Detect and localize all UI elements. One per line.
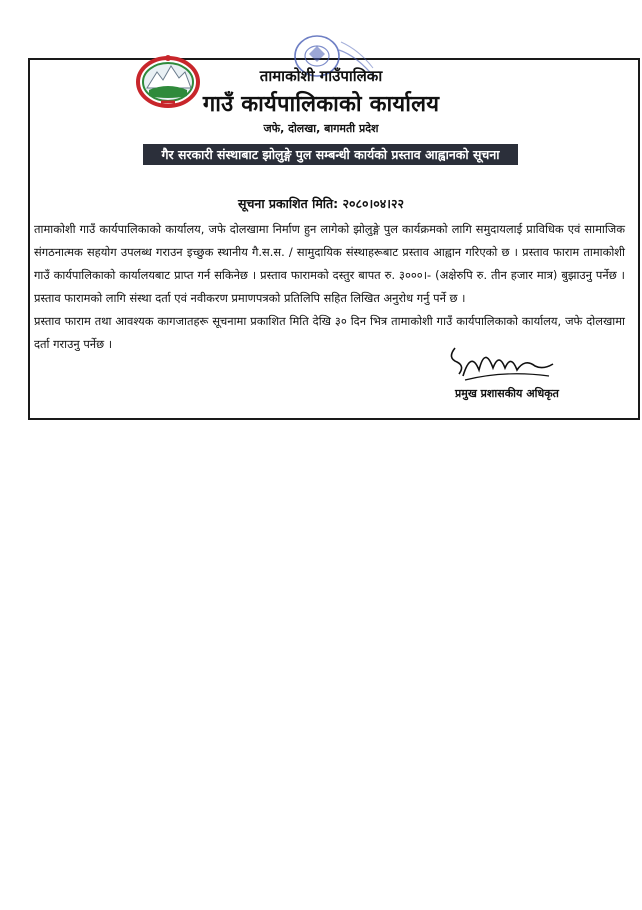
notice-paragraph: तामाकोशी गाउँ कार्यपालिकाको कार्यालय, जफे दोलखामा निर्माण हुन लागेको झोलुङ्गे पुल कार्यक्रमको लागि समुदायलाई प्राविधिक एवं सामाजिक संगठनात्मक सहयोग उपलब्ध गराउन इच्छुक स्थानीय गै.स.स. / सामुदायिक संस्थाहरूबाट प्रस्ताव आह्वान गरिएको छ । प्रस्ताव फाराम तामाकोशी गाउँ कार्यपालिकाको कार्यालयबाट प्राप्त गर्न सकिनेछ । प्रस्ताव फारामको दस्तुर बापत रु. ३०००।- (अक्षेरुपि रु. तीन हजार मात्र) बुझाउनु पर्नेछ । प्रस्ताव फारामको लागि संस्था दर्ता एवं नवीकरण प्रमाणपत्रको प्रतिलिपि सहित लिखित अनुरोध गर्नु पर्ने छ । (34, 222, 625, 305)
signatory-title: प्रमुख प्रशासकीय अधिकृत (455, 387, 559, 400)
published-date: सूचना प्रकाशित मिति: २०८०।०४।२२ (238, 196, 404, 211)
office-title: गाउँ कार्यपालिकाको कार्यालय (202, 92, 440, 117)
notice-paragraph: प्रस्ताव फाराम तथा आवश्यक कागजातहरू सूचनामा प्रकाशित मिति देखि ३० दिन भित्र तामाकोशी गाउँ कार्यपालिकाको कार्यालय, जफे दोलखामा दर्ता गराउनु पर्नेछ । (34, 314, 625, 351)
office-address: जफे, दोलखा, बागमती प्रदेश (263, 122, 379, 135)
signature-icon (445, 340, 560, 390)
notice-title: गैर सरकारी संस्थाबाट झोलुङ्गे पुल सम्बन्धी कार्यको प्रस्ताव आह्वानको सूचना (143, 144, 518, 165)
organization-name: तामाकोशी गाउँपालिका (259, 67, 383, 85)
